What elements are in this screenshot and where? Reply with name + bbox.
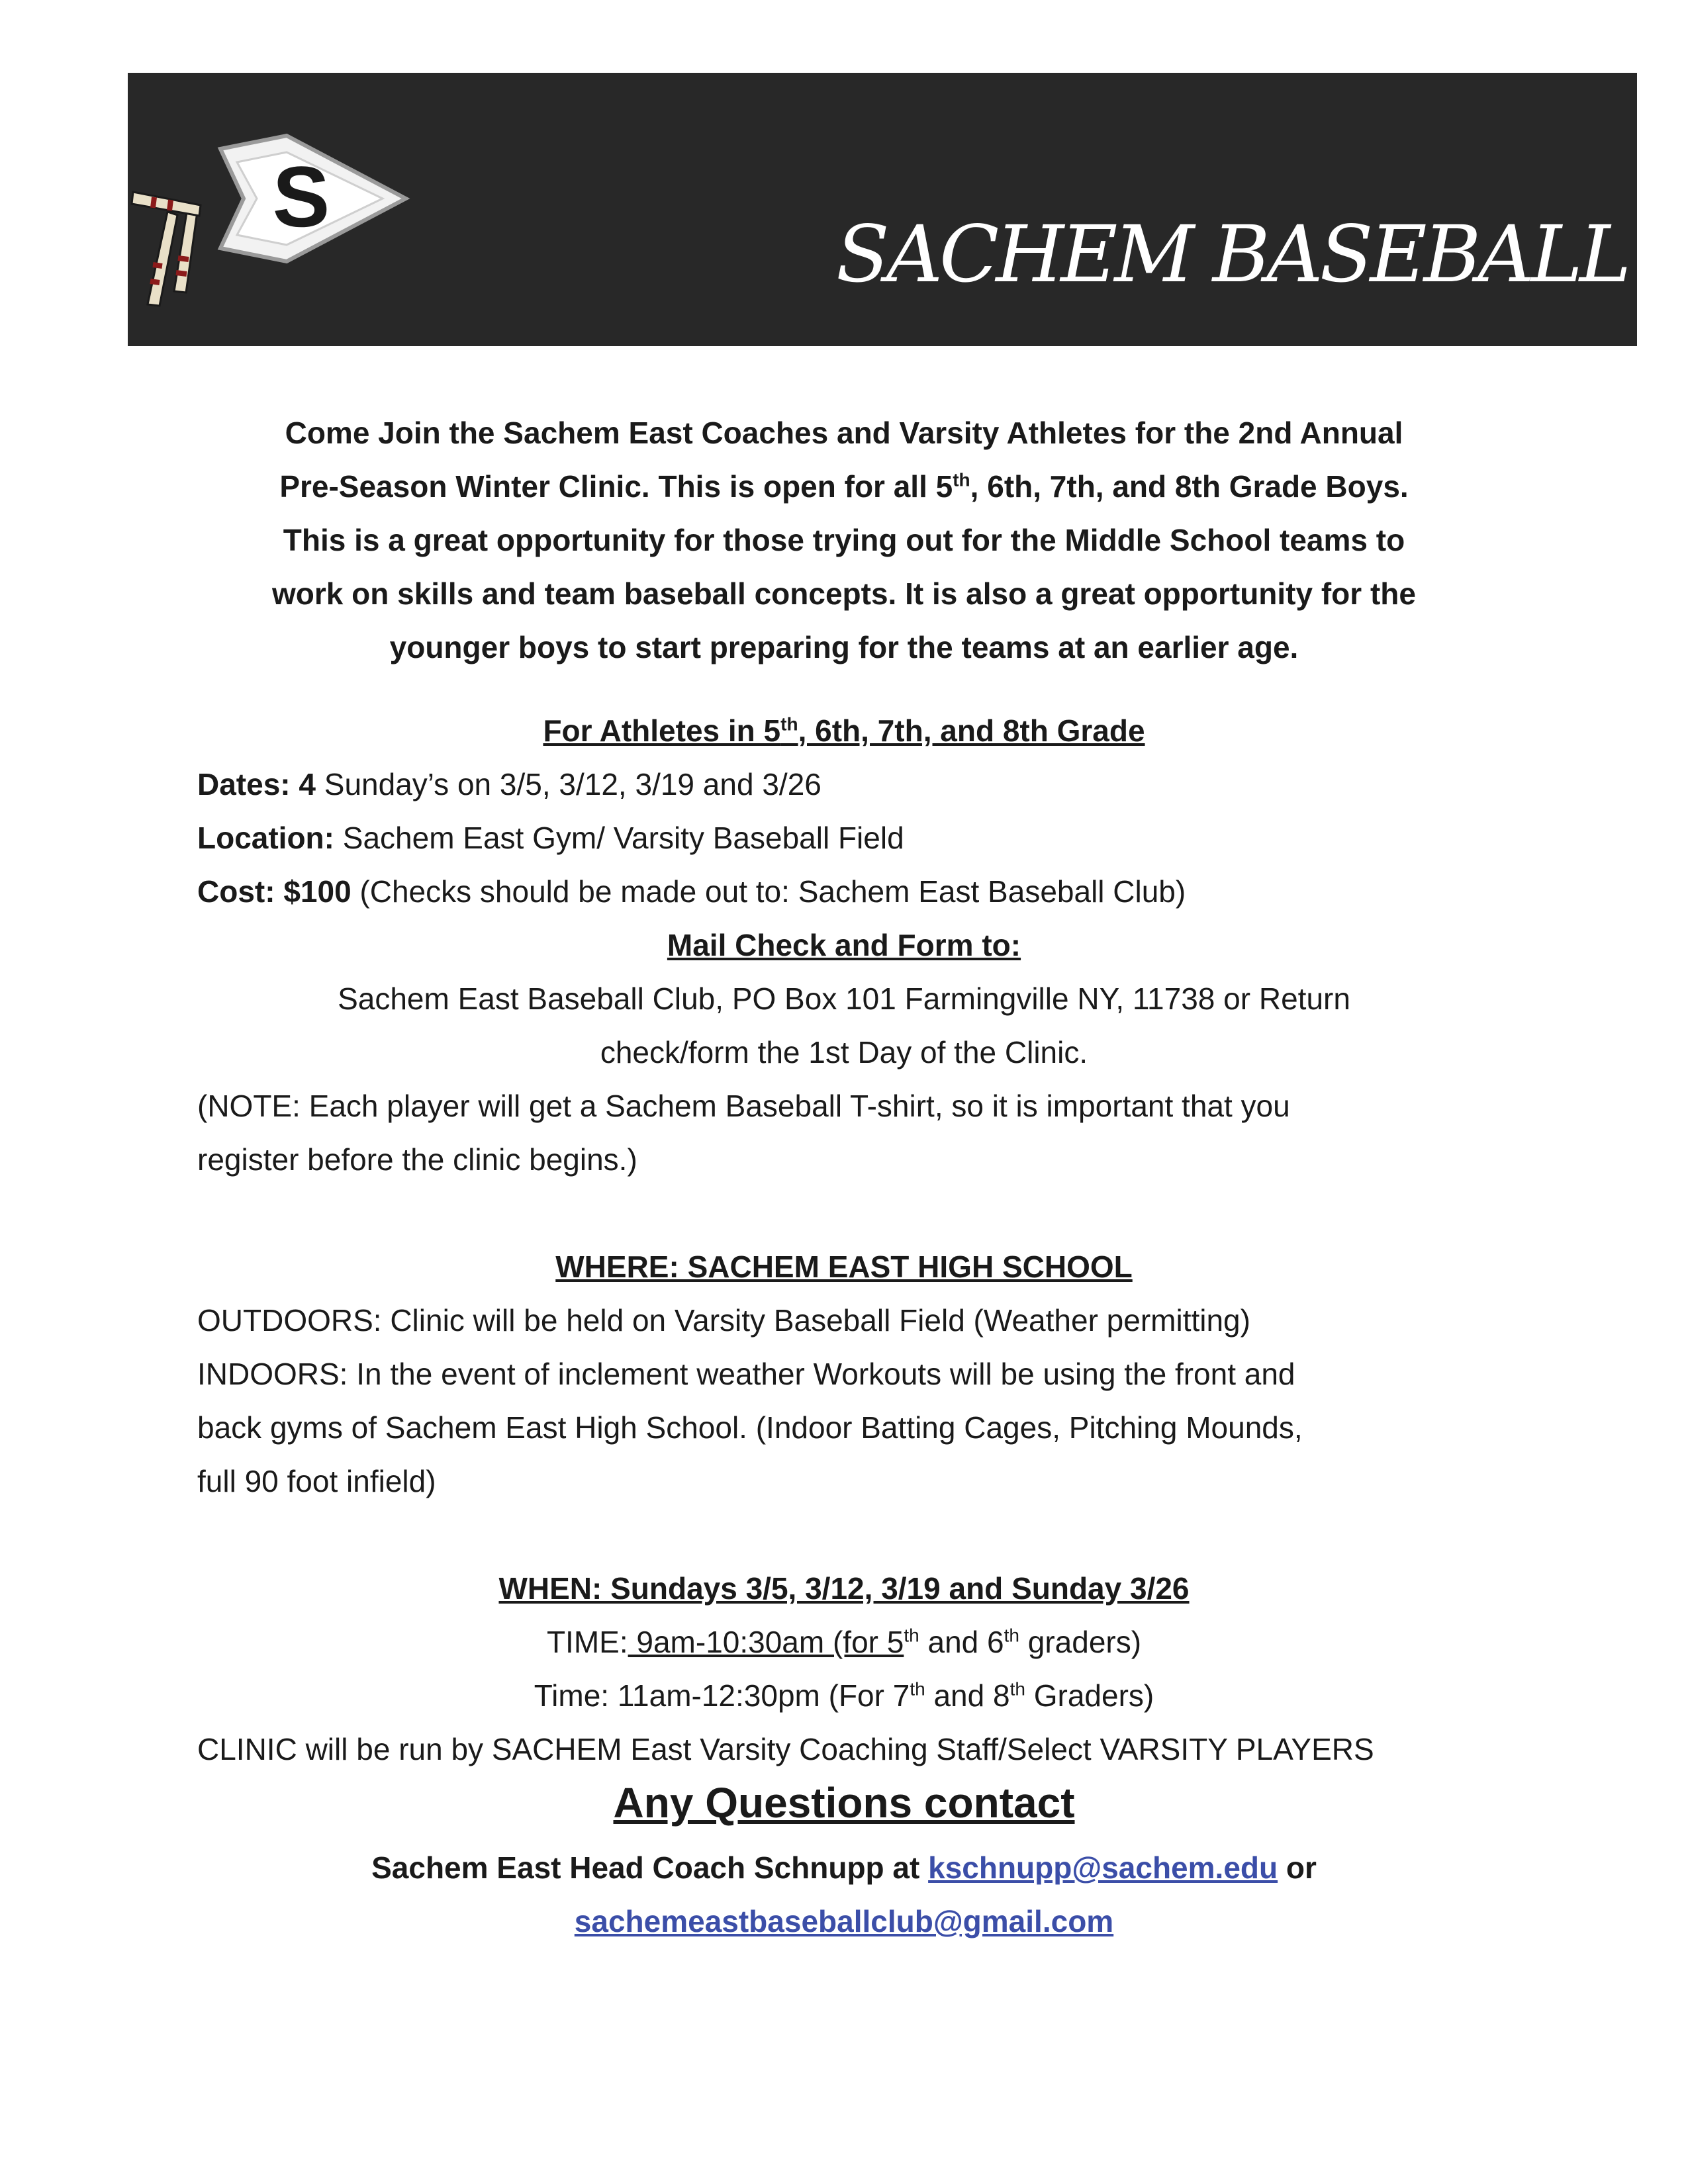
intro-line-4: work on skills and team baseball concepts. It is also a great opportunity for the [272, 576, 1416, 611]
intro-line-2-sup: th [953, 469, 970, 490]
intro-line-2 [0, 467, 1688, 506]
header-banner [128, 73, 1637, 346]
contact-prefix: Sachem East Head Coach Schnupp at [371, 1850, 929, 1885]
time-line-2 [0, 1676, 1688, 1715]
arrowhead-feather-logo-icon [128, 99, 439, 324]
where-heading [0, 1247, 1688, 1287]
when-heading-text: WHEN: Sundays 3/5, 3/12, 3/19 and Sunday 3/26 [498, 1571, 1190, 1606]
location-line [0, 818, 1688, 858]
indoors-line-2: back gyms of Sachem East High School. (Indoor Batting Cages, Pitching Mounds, [197, 1410, 1303, 1445]
contact-line-1 [0, 1848, 1688, 1888]
note-line-1: (NOTE: Each player will get a Sachem Baseball T-shirt, so it is important that you [197, 1089, 1290, 1123]
time2-a: Time: 11am-12:30pm (For 7 [534, 1678, 910, 1713]
mail-line-1: Sachem East Baseball Club, PO Box 101 Farmingville NY, 11738 or Return [338, 981, 1350, 1016]
cost-value: (Checks should be made out to: Sachem East Baseball Club) [351, 874, 1186, 909]
outdoors-line: OUTDOORS: Clinic will be held on Varsity Baseball Field (Weather permitting) [197, 1303, 1250, 1338]
where-heading-text: WHERE: SACHEM EAST HIGH SCHOOL [555, 1250, 1133, 1284]
intro-line-1: Come Join the Sachem East Coaches and Varsity Athletes for the 2nd Annual [285, 416, 1403, 450]
intro-line-5: younger boys to start preparing for the teams at an earlier age. [389, 630, 1299, 664]
cost-label: Cost: $100 [197, 874, 352, 909]
club-email-link[interactable]: sachemeastbaseballclub@gmail.com [574, 1904, 1114, 1938]
contact-suffix: or [1278, 1850, 1317, 1885]
coach-email-link[interactable]: kschnupp@sachem.edu [928, 1850, 1278, 1885]
athletes-heading [0, 711, 1688, 751]
indoors-line-3: full 90 foot infield) [197, 1464, 436, 1498]
time-line-1 [0, 1622, 1688, 1662]
logo-letter: S [272, 148, 330, 245]
time1-value: 9am-10:30am (for 5 [628, 1625, 904, 1659]
dates-label: Dates: [197, 767, 291, 801]
location-label: Location: [197, 821, 334, 855]
mail-heading [0, 925, 1688, 965]
when-heading [0, 1569, 1688, 1608]
time2-sup-2: th [1009, 1678, 1025, 1700]
athletes-heading-a: For Athletes in 5 [543, 713, 781, 748]
time1-c: and 6 [919, 1625, 1004, 1659]
mail-heading-text: Mail Check and Form to: [667, 928, 1021, 962]
intro-line-3: This is a great opportunity for those trying out for the Middle School teams to [283, 523, 1405, 557]
time1-label: TIME: [546, 1625, 628, 1659]
contact-line-2 [0, 1901, 1688, 1941]
mail-line-2: check/form the 1st Day of the Clinic. [600, 1035, 1088, 1069]
time1-d: graders) [1019, 1625, 1142, 1659]
dates-line [0, 764, 1688, 804]
indoors-line-1: INDOORS: In the event of inclement weather Workouts will be using the front and [197, 1357, 1295, 1391]
intro-line-2-a: Pre-Season Winter Clinic. This is open for all 5 [279, 469, 953, 504]
staff-line: CLINIC will be run by SACHEM East Varsity Coaching Staff/Select VARSITY PLAYERS [197, 1732, 1374, 1766]
dates-count: 4 [290, 767, 316, 801]
banner-title: SACHEM BASEBALL [836, 208, 1628, 300]
contact-heading [0, 1776, 1688, 1829]
dates-value: Sunday’s on 3/5, 3/12, 3/19 and 3/26 [315, 767, 821, 801]
cost-line [0, 872, 1688, 911]
time1-sup-1: th [904, 1625, 919, 1646]
time2-c: Graders) [1025, 1678, 1154, 1713]
contact-heading-text: Any Questions contact [613, 1779, 1075, 1827]
time2-b: and 8 [925, 1678, 1010, 1713]
intro-line-2-b: , 6th, 7th, and 8th Grade Boys. [970, 469, 1409, 504]
note-line-2: register before the clinic begins.) [197, 1142, 637, 1177]
athletes-heading-sup: th [780, 713, 798, 735]
time2-sup-1: th [910, 1678, 925, 1700]
location-value: Sachem East Gym/ Varsity Baseball Field [334, 821, 904, 855]
athletes-heading-b: , 6th, 7th, and 8th Grade [798, 713, 1145, 748]
time1-sup-2: th [1004, 1625, 1019, 1646]
